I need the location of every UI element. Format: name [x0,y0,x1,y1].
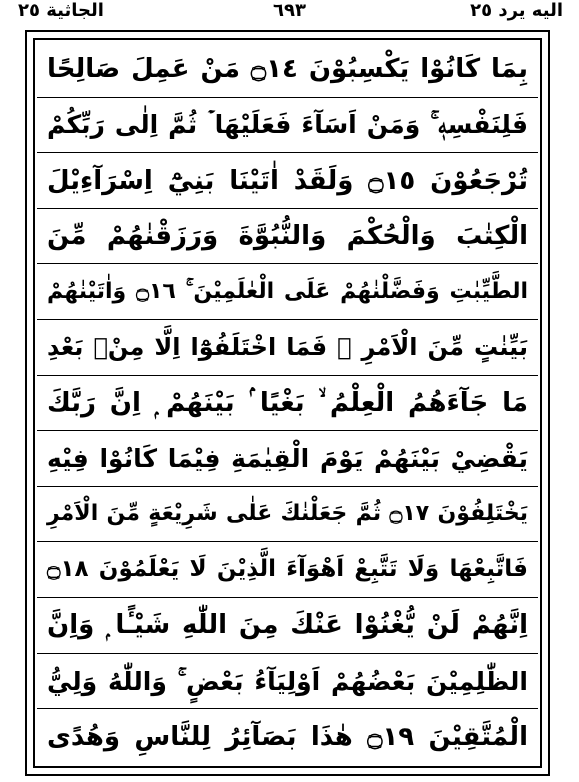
verse-text: يَقْضِيْ بَيْنَهُمْ يَوْمَ الْقِيٰمَةِ فِيْمَا كَانُوْا فِيْهِ [47,444,528,474]
verse-text: الْكِتٰبَ وَالْحُكْمَ وَالنُّبُوَّةَ وَرَزَقْنٰهُمْ مِّنَ [47,221,528,252]
verse-text: يَخْتَلِفُوْنَ ۝١٧ ثُمَّ جَعَلْنٰكَ عَلٰى شَرِيْعَةٍ مِّنَ الْاَمْرِ [47,501,528,527]
text-line [37,153,538,209]
verse-text: اِنَّهُمْ لَنْ يُّغْنُوْا عَنْكَ مِنَ اللّٰهِ شَيْـًٔا ۭ وَاِنَّ [47,610,528,641]
verse-text: مَا جَآءَهُمُ الْعِلْمُ ۙ بَغْيًا ۢ بَيْنَهُمْ ۭ اِنَّ رَبَّكَ [47,387,528,418]
text-line [37,431,538,487]
juz-name: اليه يرد ٢٥ [470,0,563,21]
text-line [37,598,538,654]
verse-text: بِمَا كَانُوْا يَكْسِبُوْنَ ۝١٤ مَنْ عَمِلَ صَالِحًا [47,54,529,85]
verse-text: الظّٰلِمِيْنَ بَعْضُهُمْ اَوْلِيَآءُ بَعْضٍ ۚ وَاللّٰهُ وَلِيُّ [47,666,528,696]
verse-text: بَيِّنٰتٍ مِّنَ الْاَمْرِ ۚ فَمَا اخْتَلَفُوْٓا اِلَّا مِنْۢ بَعْدِ [47,333,528,362]
text-line [37,98,538,154]
verse-text: الْمُتَّقِيْنَ ۝١٩ هٰذَا بَصَآئِرُ لِلنَّاسِ وَهُدًى [47,721,528,752]
text-line [37,264,538,320]
text-line [37,542,538,598]
surah-name: الجاثية ٢٥ [18,0,104,21]
page-header [0,0,579,34]
text-line [37,709,538,764]
text-line [37,42,538,98]
text-line [37,376,538,432]
text-line [37,209,538,265]
text-line [37,320,538,376]
page-number: ٦٩٣ [273,0,306,21]
verse-text: فَلِنَفْسِهٖ ۚ وَمَنْ اَسَآءَ فَعَلَيْهَا ۡ ثُمَّ اِلٰى رَبِّكُمْ [47,110,528,140]
verse-lines [37,42,538,764]
verse-text: فَاتَّبِعْهَا وَلَا تَتَّبِعْ اَهْوَآءَ الَّذِيْنَ لَا يَعْلَمُوْنَ ۝١٨ [47,556,528,583]
verse-text: الطَّيِّبٰتِ وَفَضَّلْنٰهُمْ عَلَى الْعٰلَمِيْنَ ۚ ۝١٦ وَاٰتَيْنٰهُمْ [47,278,529,304]
text-line [37,487,538,543]
text-line [37,654,538,710]
verse-text: تُرْجَعُوْنَ ۝١٥ وَلَقَدْ اٰتَيْنَا بَنِيْٓ اِسْرَآءِيْلَ [47,165,528,196]
